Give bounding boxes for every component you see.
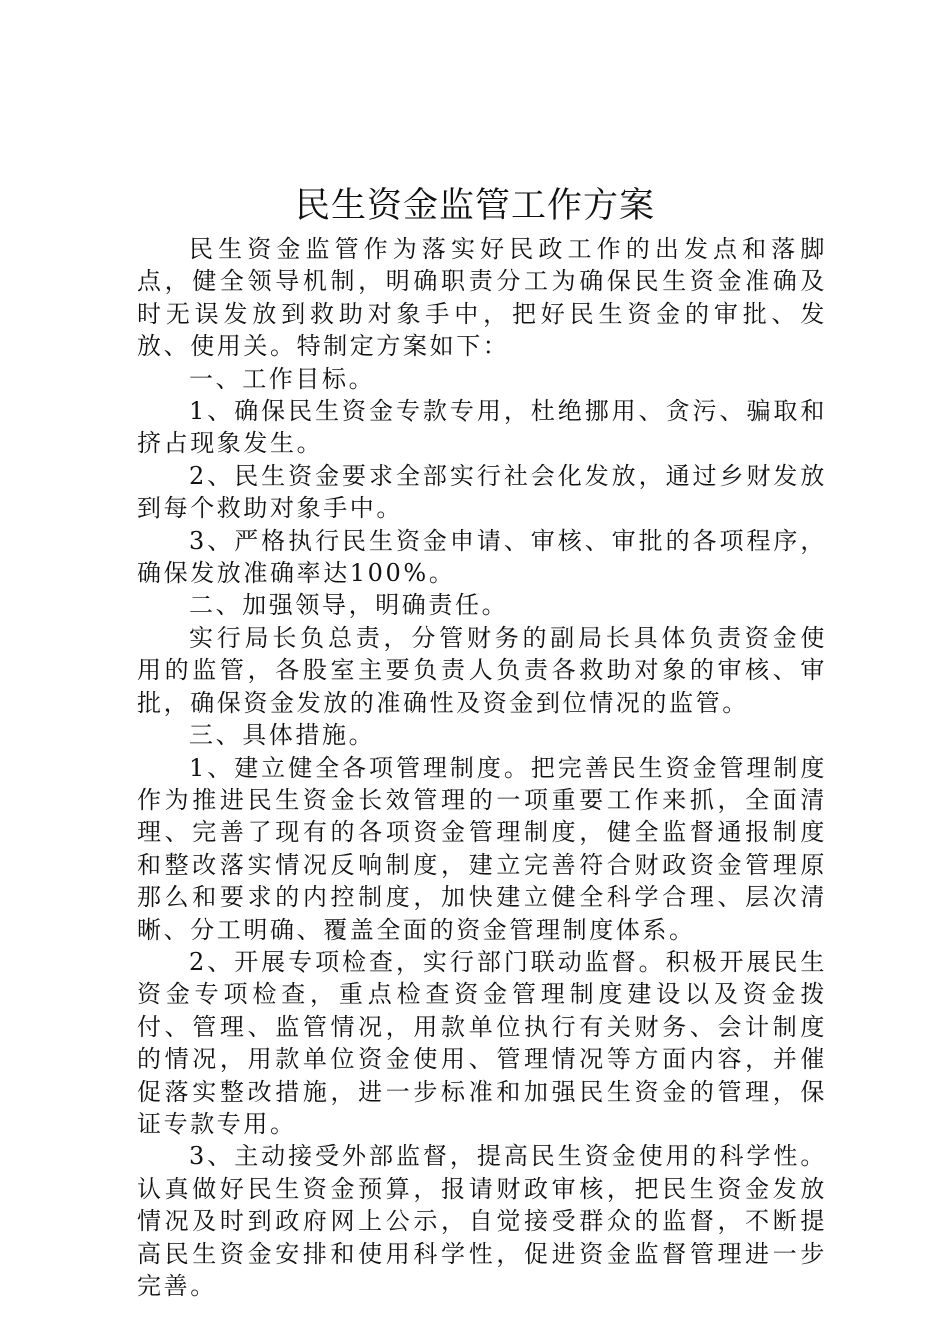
measure-item-3: 3、主动接受外部监督，提高民生资金使用的科学性。认真做好民生资金预算，报请财政审核，把民生资金发放情况及时到政府网上公示，自觉接受群众的监督，不断提高民生资金安排和使用科学性，促进资金监督管理进一步完善。 <box>137 1142 827 1300</box>
leadership-paragraph: 实行局长负总责，分管财务的副局长具体负责资金使用的监管，各股室主要负责人负责各救助对象的审核、审批，确保资金发放的准确性及资金到位情况的监管。 <box>137 623 827 717</box>
measure-item-2: 2、开展专项检查，实行部门联动监督。积极开展民生资金专项检查，重点检查资金管理制度建设以及资金拨付、管理、监管情况，用款单位执行有关财务、会计制度的情况，用款单位资金使用、管理情况等方面内容，并催促落实整改措施，进一步标准和加强民生资金的管理，保证专款专用。 <box>137 947 827 1138</box>
measure-item-1: 1、建立健全各项管理制度。把完善民生资金管理制度作为推进民生资金长效管理的一项重要工作来抓，全面清理、完善了现有的各项资金管理制度，健全监督通报制度和整改落实情况反响制度，建立完善符合财政资金管理原那么和要求的内控制度，加快建立健全科学合理、层次清晰、分工明确、覆盖全面的资金管理制度体系。 <box>137 753 827 944</box>
section-heading-measures: 三、具体措施。 <box>189 721 376 750</box>
goal-item-1: 1、确保民生资金专款专用，杜绝挪用、贪污、骗取和挤占现象发生。 <box>137 397 827 458</box>
section-heading-leadership: 二、加强领导，明确责任。 <box>189 591 509 620</box>
goal-item-3: 3、严格执行民生资金申请、审核、审批的各项程序，确保发放准确率达100%。 <box>137 526 827 588</box>
document-title: 民生资金监管工作方案 <box>294 186 655 226</box>
intro-paragraph: 民生资金监管作为落实好民政工作的出发点和落脚点，健全领导机制，明确职责分工为确保民生资金准确及时无误发放到救助对象手中，把好民生资金的审批、发放、使用关。特制定方案如下： <box>137 235 827 361</box>
goal-item-2: 2、民生资金要求全部实行社会化发放，通过乡财发放到每个救助对象手中。 <box>137 461 827 523</box>
document-body <box>137 233 827 1302</box>
section-heading-goals: 一、工作目标。 <box>189 364 376 393</box>
